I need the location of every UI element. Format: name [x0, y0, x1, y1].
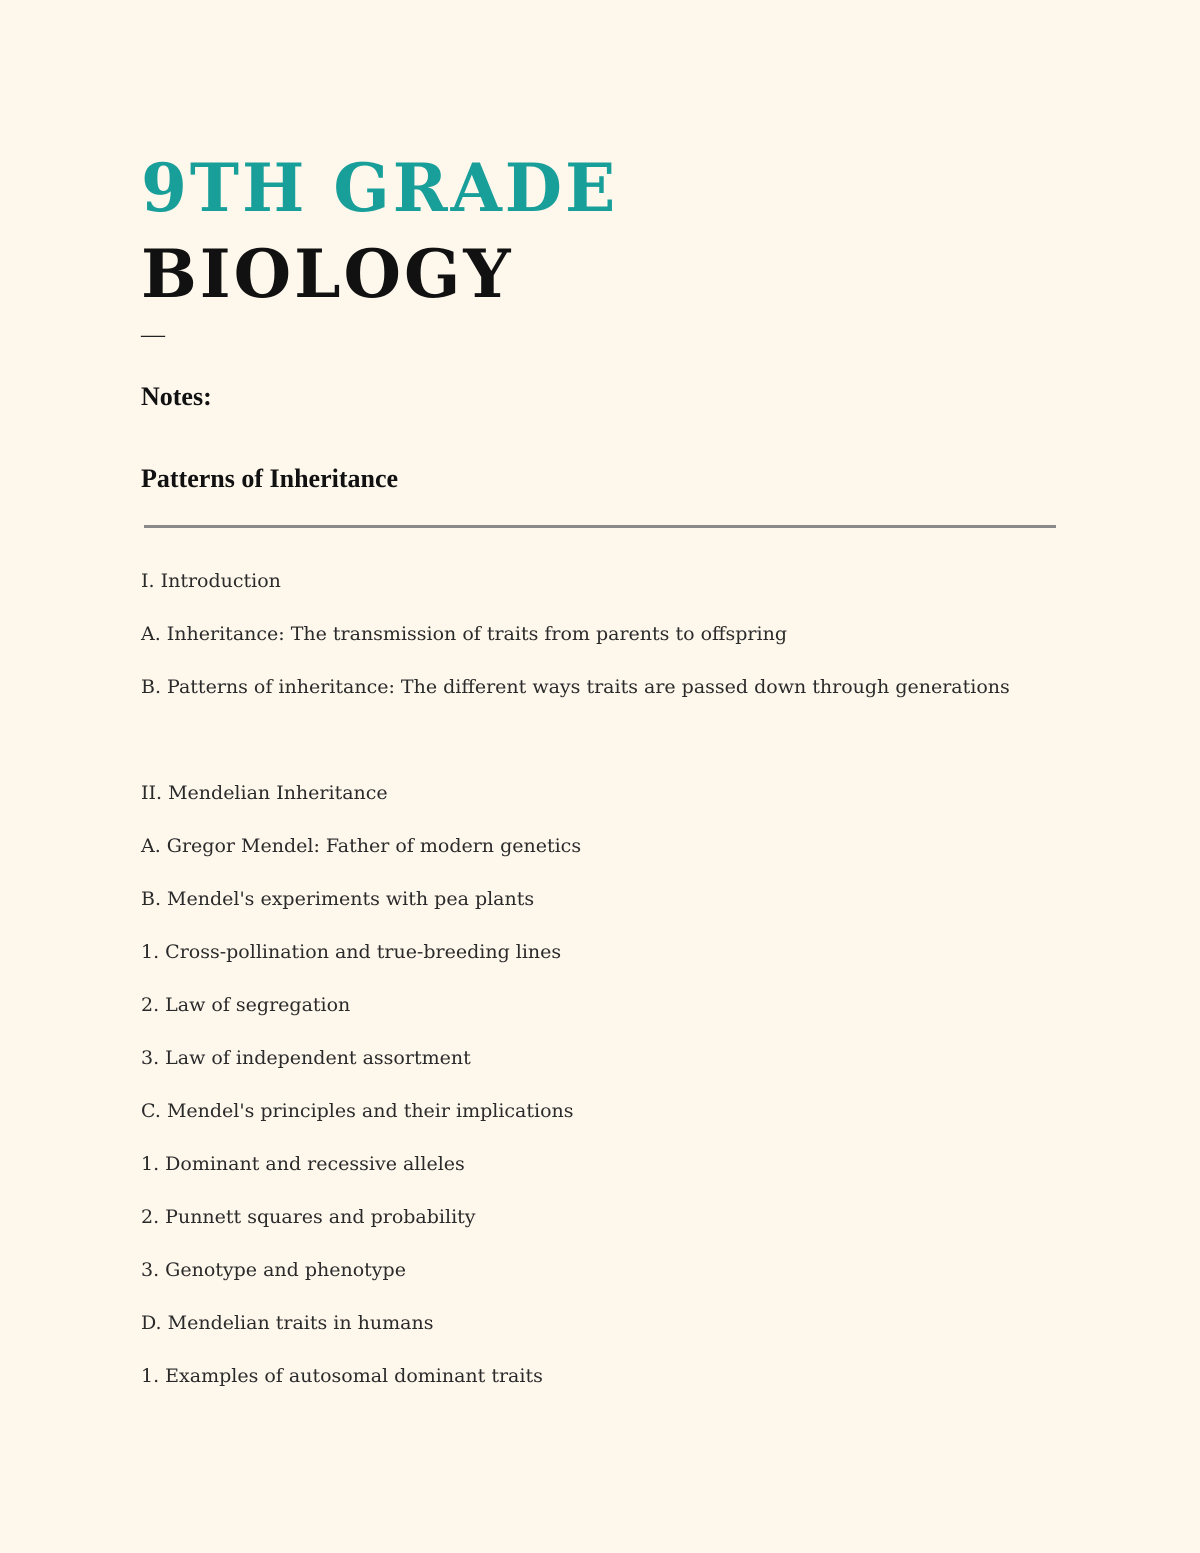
outline-item: 2. Punnett squares and probability [141, 1206, 476, 1228]
outline-item: A. Gregor Mendel: Father of modern genetics [141, 835, 582, 857]
outline-item: 3. Genotype and phenotype [141, 1259, 406, 1281]
outline-item: D. Mendelian traits in humans [141, 1312, 434, 1334]
notes-outline [141, 566, 1141, 1414]
outline-item: A. Inheritance: The transmission of traits from parents to offspring [141, 623, 787, 645]
notes-label: Notes: [141, 382, 212, 411]
outline-item: B. Mendel's experiments with pea plants [141, 888, 535, 910]
section-title: Patterns of Inheritance [141, 464, 399, 493]
outline-item: B. Patterns of inheritance: The different ways traits are passed down through generations [141, 676, 1010, 698]
outline-item: C. Mendel's principles and their implications [141, 1100, 574, 1122]
outline-item: II. Mendelian Inheritance [141, 782, 388, 804]
title-dash: — [141, 322, 165, 348]
divider-rule [144, 525, 1056, 528]
outline-item: 3. Law of independent assortment [141, 1047, 471, 1069]
title-subject: BIOLOGY [141, 235, 514, 313]
outline-item: 2. Law of segregation [141, 994, 351, 1016]
outline-item: I. Introduction [141, 570, 281, 592]
outline-item: 1. Examples of autosomal dominant traits [141, 1365, 543, 1387]
outline-item: 1. Cross-pollination and true-breeding lines [141, 941, 562, 963]
title-grade: 9TH GRADE [141, 149, 619, 227]
outline-item: 1. Dominant and recessive alleles [141, 1153, 465, 1175]
